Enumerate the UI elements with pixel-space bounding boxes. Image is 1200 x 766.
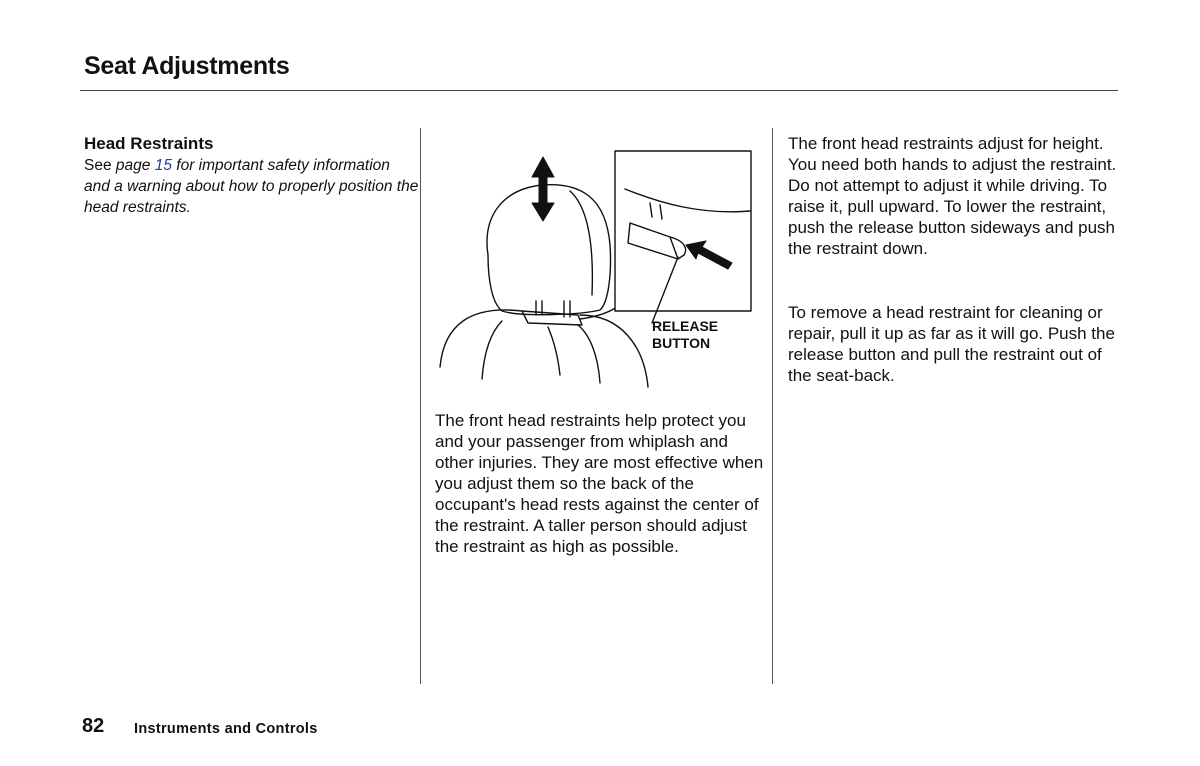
right-paragraph-2: To remove a head restraint for cleaning or repair, pull it up as far as it will go. Push the release button and pull the restraint out of the seat-back. [788, 303, 1115, 385]
title-divider [80, 90, 1118, 91]
page-title: Seat Adjustments [84, 52, 290, 80]
right-paragraph-1: The front head restraints adjust for height. You need both hands to adjust the restraint. Do not attempt to adjust it while driving. To raise it, pull upward. To lower the restraint, push the release button sideways and push the restraint down. [788, 134, 1117, 258]
callout-line-2: BUTTON [652, 335, 711, 351]
column-divider-left [420, 128, 421, 684]
reference-text: for important safety information and a warning about how to properly position the head restraints. [84, 157, 419, 216]
cross-reference-note [84, 155, 420, 218]
release-button-callout [652, 318, 718, 352]
page-word: page [115, 157, 151, 174]
page-number: 82 [82, 715, 105, 737]
page-reference-link[interactable]: 15 [154, 157, 172, 174]
middle-body-text: The front head restraints help protect you and your passenger from whiplash and other injuries. They are most effective when you adjust them so the back of the occupant's head rests against the center of the restraint. A taller person should adjust the restraint as high as possible. [435, 411, 764, 556]
up-down-arrow-icon [532, 157, 554, 221]
column-divider-right [772, 128, 773, 684]
section-heading: Head Restraints [84, 134, 214, 153]
see-word: See [84, 157, 112, 174]
head-restraint-illustration [430, 145, 760, 395]
callout-line-1: RELEASE [652, 318, 719, 334]
section-name: Instruments and Controls [134, 721, 318, 737]
